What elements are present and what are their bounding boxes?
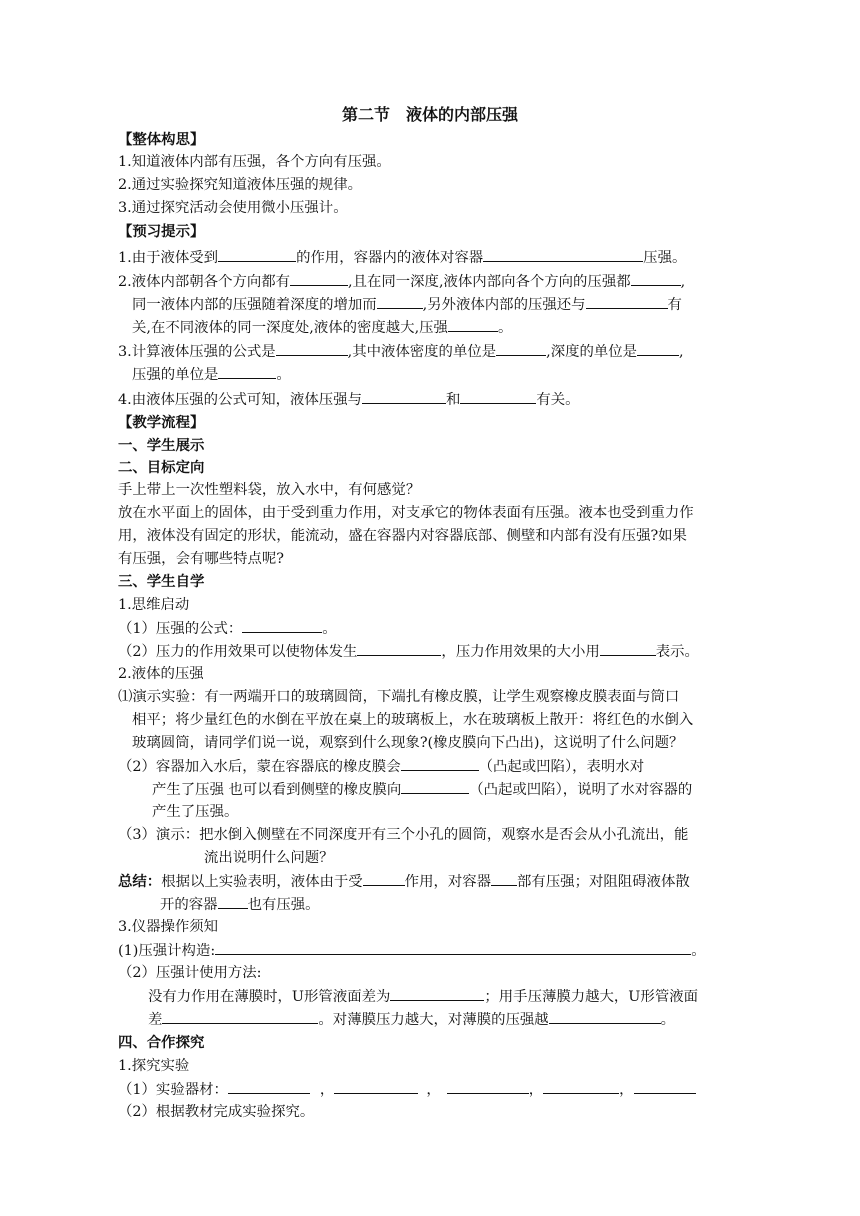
text: 有 <box>667 297 682 313</box>
text: ,且在同一深度,液体内部向各个方向的压强都 <box>348 274 631 290</box>
paragraph-line: 流出说明什么问题？ <box>204 850 334 866</box>
answer-blank[interactable] <box>600 641 656 656</box>
text: , <box>679 344 684 360</box>
preview-q3-line2 <box>132 364 291 385</box>
section-preview-heading: 【预习提示】 <box>118 223 205 240</box>
text: （1）压强的公式： <box>118 621 243 637</box>
paragraph-line: ⑴演示实验：有一两端开口的玻璃圆筒，下端扎有橡皮膜，让学生观察橡皮膜表面与筒口 <box>118 689 680 705</box>
preview-q1 <box>118 247 686 268</box>
answer-blank[interactable] <box>357 641 441 656</box>
text: 部有压强；对阻阻碍液体散 <box>517 874 690 890</box>
answer-blank[interactable] <box>377 294 423 309</box>
text: 4.由液体压强的公式可知，液体压强与 <box>118 392 362 408</box>
answer-blank[interactable] <box>483 247 643 262</box>
text: 。 <box>276 367 291 383</box>
text: 。 <box>322 621 337 637</box>
text: 1.由于液体受到 <box>118 250 219 266</box>
paragraph-line: 手上带上一次性塑料袋，放入水中，有何感觉？ <box>118 482 421 498</box>
heading-student-display: 一、学生展示 <box>118 437 205 454</box>
preview-q4 <box>118 389 580 410</box>
text: （2）压力的作用效果可以使物体发生 <box>118 644 358 660</box>
text: （凸起或凹陷），说明了水对容器的 <box>469 782 693 798</box>
summary-label: 总结： <box>118 873 162 890</box>
inquiry-instruction: （2）根据教材完成实验探究。 <box>118 1104 315 1120</box>
heading-goal-orientation: 二、目标定向 <box>118 459 205 476</box>
answer-blank[interactable] <box>215 940 691 955</box>
text: (1)压强计构造: <box>118 943 216 959</box>
answer-blank[interactable] <box>290 271 348 286</box>
text: （2）容器加入水后，蒙在容器底的橡皮膜会 <box>118 759 401 775</box>
separator: ， <box>426 1082 441 1098</box>
text: 也有压强。 <box>247 897 320 913</box>
pressure-effect-line <box>118 641 699 662</box>
objective-3: 3.通过探究活动会使用微小压强计。 <box>118 200 348 216</box>
section-overall-heading: 【整体构思】 <box>118 131 205 148</box>
paragraph-line <box>118 756 644 777</box>
objective-1: 1.知道液体内部有压强，各个方向有压强。 <box>118 154 391 170</box>
text: 3.计算液体压强的公式是 <box>118 344 276 360</box>
summary-line2 <box>160 894 320 915</box>
heading-cooperative-inquiry: 四、合作探究 <box>118 1034 205 1051</box>
answer-blank[interactable] <box>401 756 479 771</box>
paragraph-line: 放在水平面上的固体，由于受到重力作用，对支承它的物体表面有压强。液本也受到重力作 <box>118 505 694 521</box>
text: 。 <box>691 943 706 959</box>
answer-blank[interactable] <box>276 341 348 356</box>
text: 关,在不同液体的同一深度处,液体的密度越大,压强 <box>132 320 448 336</box>
text: 的作用，容器内的液体对容器 <box>296 250 484 266</box>
text: , <box>680 274 686 290</box>
answer-blank[interactable] <box>334 1079 418 1094</box>
answer-blank[interactable] <box>447 1079 529 1094</box>
answer-blank[interactable] <box>363 871 405 886</box>
answer-blank[interactable] <box>460 389 536 404</box>
item-inquiry-experiment: 1.探究实验 <box>118 1058 190 1074</box>
item-liquid-pressure: 2.液体的压强 <box>118 666 204 682</box>
text: ；用手压薄膜力越大，U形管液面 <box>484 989 698 1005</box>
text: 压强的单位是 <box>132 367 219 383</box>
answer-blank[interactable] <box>228 1079 310 1094</box>
text: 。对薄膜压力越大，对薄膜的压强越 <box>318 1012 549 1028</box>
paragraph-line: 玻璃圆筒，请同学们说一说，观察到什么现象?(橡皮膜向下凸出)，这说明了什么问题？ <box>132 735 684 751</box>
text: （凸起或凹陷），表明水对 <box>478 759 645 775</box>
answer-blank[interactable] <box>218 894 248 909</box>
answer-blank[interactable] <box>448 317 498 332</box>
materials-line <box>118 1079 696 1100</box>
item-instrument-notes: 3.仪器操作须知 <box>118 919 219 935</box>
preview-q2-line1 <box>118 271 685 292</box>
paragraph-line: 用，液体没有固定的形状，能流动，盛在容器内对容器底部、侧壁和内部有没有压强?如果 <box>118 528 687 544</box>
answer-blank[interactable] <box>637 341 679 356</box>
separator: ， <box>319 1082 335 1098</box>
answer-blank[interactable] <box>401 779 469 794</box>
objective-2: 2.通过实验探究知道液体压强的规律。 <box>118 177 362 193</box>
text: 根据以上实验表明，液体由于受 <box>161 874 363 890</box>
paragraph-line: 产生了压强。 <box>152 804 239 820</box>
text: （1）实验器材： <box>118 1082 228 1098</box>
answer-blank[interactable] <box>634 1079 696 1094</box>
text: 同一液体内部的压强随着深度的增加而 <box>132 297 377 313</box>
answer-blank[interactable] <box>390 986 484 1001</box>
section-flow-heading: 【教学流程】 <box>118 414 205 431</box>
text: 没有力作用在薄膜时，U形管液面差为 <box>148 989 391 1005</box>
preview-q2-line2 <box>132 294 682 315</box>
text: 和 <box>445 392 461 408</box>
text: 有关。 <box>536 392 580 408</box>
pressure-formula-line <box>118 618 337 639</box>
paragraph-line: （3）演示：把水倒入侧壁在不同深度开有三个小孔的圆筒，观察水是否会从小孔流出，能 <box>118 827 689 843</box>
separator: ， <box>528 1082 544 1098</box>
text: 压强。 <box>643 250 687 266</box>
paragraph-line: 有压强，会有哪些特点呢? <box>118 551 285 567</box>
text: ,其中液体密度的单位是 <box>347 344 497 360</box>
text: ,另外液体内部的压强还与 <box>422 297 586 313</box>
instrument-usage-line1 <box>148 986 698 1007</box>
text: 。 <box>497 320 513 336</box>
answer-blank[interactable] <box>496 341 546 356</box>
text: 开的容器 <box>160 897 218 913</box>
answer-blank[interactable] <box>242 618 322 633</box>
heading-self-study: 三、学生自学 <box>118 573 205 590</box>
answer-blank[interactable] <box>162 1009 318 1024</box>
answer-blank[interactable] <box>586 294 668 309</box>
text: 产生了压强 也可以看到侧壁的橡皮膜向 <box>152 782 402 798</box>
page-title: 第二节 液体的内部压强 <box>341 105 518 124</box>
item-thinking-start: 1.思维启动 <box>118 597 190 613</box>
text: 表示。 <box>655 644 699 660</box>
text: ,深度的单位是 <box>546 344 638 360</box>
paragraph-line <box>152 779 692 800</box>
answer-blank[interactable] <box>218 247 296 262</box>
paragraph-line: 相平；将少量红色的水倒在平放在桌上的玻璃板上，水在玻璃板上散开：将红色的水倒入 <box>132 712 694 728</box>
preview-q3-line1 <box>118 341 684 362</box>
instrument-structure-line <box>118 940 706 961</box>
text: 差 <box>148 1012 163 1028</box>
text: 作用，对容器 <box>404 874 492 890</box>
text: 。 <box>660 1012 676 1028</box>
answer-blank[interactable] <box>491 871 517 886</box>
text: 2.液体内部朝各个方向都有 <box>118 274 291 290</box>
summary-line1 <box>118 871 690 892</box>
answer-blank[interactable] <box>362 389 446 404</box>
instrument-usage-line2 <box>148 1009 675 1030</box>
instrument-usage-heading: （2）压强计使用方法: <box>118 965 262 981</box>
text: ，压力作用效果的大小用 <box>441 644 600 660</box>
answer-blank[interactable] <box>631 271 681 286</box>
separator: ， <box>619 1082 634 1098</box>
answer-blank[interactable] <box>543 1079 619 1094</box>
answer-blank[interactable] <box>549 1009 661 1024</box>
answer-blank[interactable] <box>218 364 276 379</box>
preview-q2-line3 <box>132 317 512 338</box>
